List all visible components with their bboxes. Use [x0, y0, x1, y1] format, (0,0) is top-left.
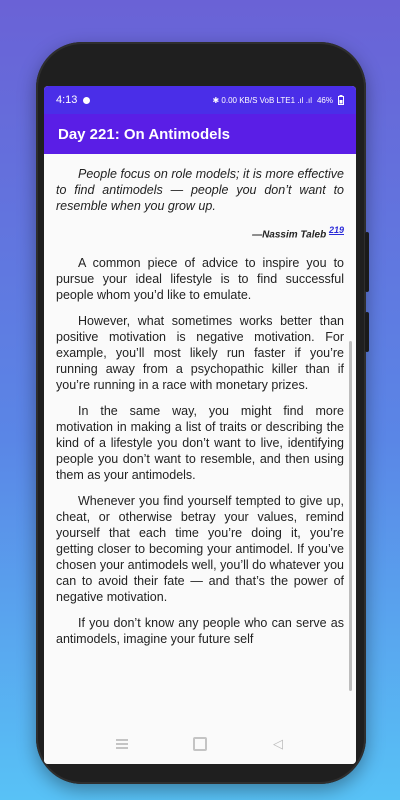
paragraph: Whenever you find yourself tempted to give up, cheat, or otherwise betray your values, remind yourself that each time you’re doing it, you’re getting closer to becoming your antimodel. If you’ve chosen your antimodels well, you’ll do whatever you can to avoid their fate — and that’s the power of negative motivation. — [56, 494, 344, 605]
battery-level: 46% — [316, 95, 333, 105]
article-content[interactable] — [44, 154, 356, 724]
page-title: Day 221: On Antimodels — [58, 125, 230, 143]
home-button[interactable] — [191, 735, 209, 753]
status-time: 4:13 — [56, 94, 78, 106]
quote-attribution — [56, 222, 344, 243]
back-button[interactable] — [269, 735, 287, 753]
status-indicators — [212, 95, 344, 105]
battery-icon — [338, 95, 344, 105]
phone-frame — [36, 42, 366, 784]
quote-author: —Nassim Taleb — [252, 229, 327, 241]
recents-button[interactable] — [113, 735, 131, 753]
footnote-link[interactable]: 219 — [328, 225, 344, 235]
paragraph: In the same way, you might find more motivation in making a list of traits or describing the kind of a lifestyle you don’t want to live, identifying people you don’t want to resemble, and then using them as your antimodels. — [56, 404, 344, 483]
app-bar — [44, 114, 356, 154]
scrollbar[interactable] — [349, 341, 352, 691]
screen — [44, 86, 356, 764]
navigation-bar — [44, 724, 356, 764]
back-icon: ◁ — [273, 736, 283, 751]
status-bar — [44, 86, 356, 114]
signal-indicators: ✱ 0.00 KB/S VoB LTE1 .ıl .ıl — [212, 95, 312, 105]
recents-icon — [116, 739, 128, 749]
volume-button — [365, 232, 369, 292]
notification-dot-icon — [83, 97, 90, 104]
paragraph: A common piece of advice to inspire you to pursue your ideal lifestyle is to find successful people whom you’d like to emulate. — [56, 256, 344, 303]
epigraph-quote: People focus on role models; it is more effective to find antimodels — people you don’t want to resemble when you grow up. — [56, 167, 344, 213]
power-button — [365, 312, 369, 352]
paragraph: However, what sometimes works better than positive motivation is negative motivation. For example, you’ll most likely run faster if you’re running away from a psychopathic killer than if you’re running in a race with monetary prizes. — [56, 314, 344, 393]
paragraph: If you don’t know any people who can serve as antimodels, imagine your future self — [56, 616, 344, 647]
home-icon — [193, 737, 207, 751]
